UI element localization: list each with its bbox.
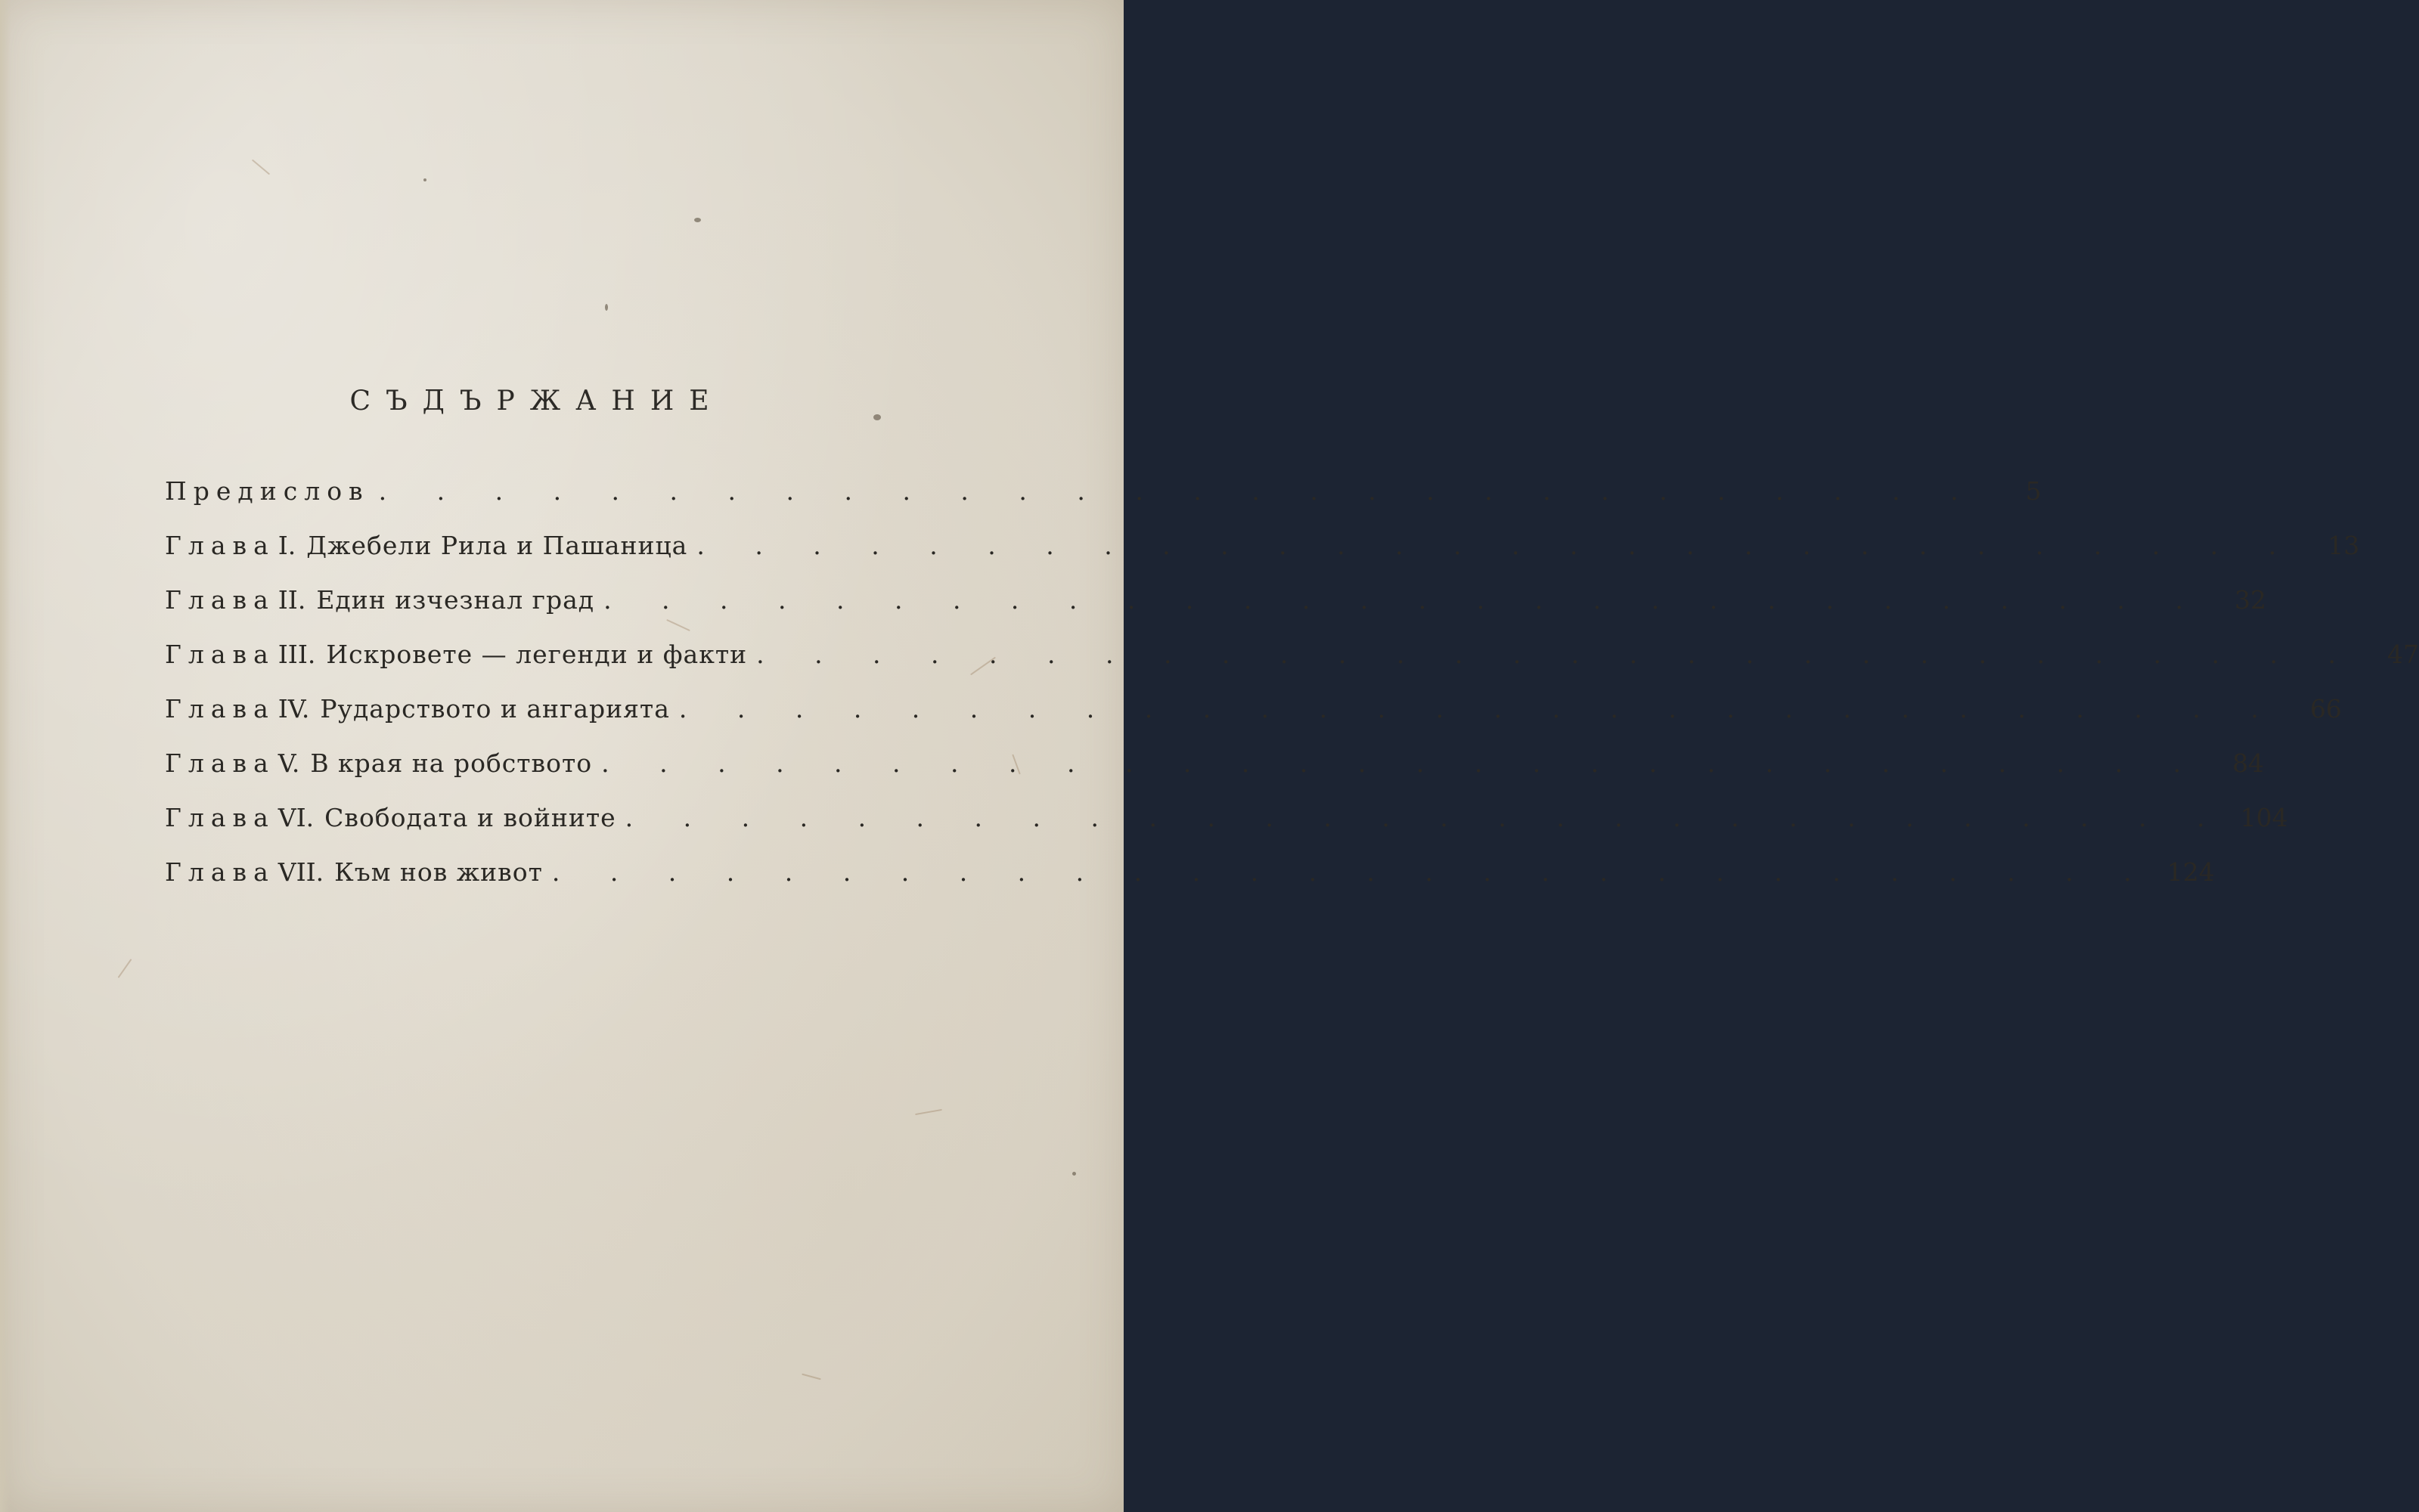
- chapter-title: Един изчезнал град: [316, 585, 595, 615]
- page-number: 124: [2166, 857, 2215, 887]
- entry-prefix: Глава: [165, 803, 275, 832]
- chapter-numeral: III.: [278, 640, 316, 669]
- chapter-title: Рударството и ангарията: [320, 694, 670, 723]
- page-number: 84: [2232, 748, 2265, 778]
- toc-entry-chapter-2: [165, 585, 2267, 640]
- paper-speck: [1072, 1172, 1076, 1176]
- paper-fiber: [118, 959, 132, 978]
- page-number: 5: [2025, 476, 2042, 506]
- entry-prefix: Глава: [165, 857, 275, 887]
- page-edge-shadow: [0, 0, 11, 1512]
- dot-leader: . . . . . . . . . . . . . . . . . . . . . . . . . . . .: [756, 640, 2358, 669]
- chapter-numeral: II.: [278, 585, 306, 615]
- entry-prefix: Глава: [165, 585, 275, 615]
- chapter-numeral: I.: [278, 531, 296, 560]
- page-number: 104: [2240, 803, 2288, 832]
- dot-leader: . . . . . . . . . . . . . . . . . . . . . . . . . . . .: [625, 803, 2226, 832]
- dot-leader: . . . . . . . . . . . . . . . . . . . . . . . . . . . .: [603, 585, 2205, 615]
- dot-leader: . . . . . . . . . . . . . . . . . . . . . . . . . . . .: [696, 531, 2298, 560]
- entry-prefix: Предислов: [165, 476, 370, 506]
- toc-entry-chapter-6: [165, 803, 2288, 857]
- page-number: 66: [2309, 694, 2342, 723]
- page-number: 47: [2387, 640, 2419, 669]
- chapter-title: Свободата и войните: [324, 803, 616, 832]
- dot-leader: . . . . . . . . . . . . . . . . . . . . . . . . . . . .: [551, 857, 2153, 887]
- chapter-title: В края на робството: [310, 748, 593, 778]
- chapter-numeral: V.: [278, 748, 300, 778]
- table-of-contents: [165, 476, 2419, 912]
- toc-entry-chapter-4: [165, 694, 2342, 748]
- contents-heading: СЪДЪРЖАНИЕ: [349, 386, 724, 417]
- toc-entry-chapter-1: [165, 531, 2360, 585]
- entry-prefix: Глава: [165, 694, 275, 723]
- dot-leader: . . . . . . . . . . . . . . . . . . . . . . . . . . . .: [601, 748, 2203, 778]
- paper-speck: [694, 218, 701, 222]
- entry-prefix: Глава: [165, 640, 275, 669]
- paper-fiber: [802, 1374, 821, 1380]
- chapter-title: Към нов живот: [334, 857, 543, 887]
- toc-entry-chapter-3: [165, 640, 2419, 694]
- chapter-numeral: VI.: [278, 803, 315, 832]
- entry-prefix: Глава: [165, 531, 275, 560]
- page-number: 13: [2328, 531, 2360, 560]
- paper-fiber: [915, 1109, 942, 1115]
- paper-speck: [423, 178, 426, 181]
- chapter-title: Искровете — легенди и факти: [326, 640, 748, 669]
- paper-fiber: [252, 160, 270, 175]
- entry-prefix: Глава: [165, 748, 275, 778]
- toc-entry-preface: [165, 476, 2042, 531]
- dot-leader: . . . . . . . . . . . . . . . . . . . . . . . . . . . .: [378, 476, 1980, 506]
- dot-leader: . . . . . . . . . . . . . . . . . . . . . . . . . . . .: [678, 694, 2280, 723]
- chapter-numeral: VII.: [278, 857, 324, 887]
- toc-entry-chapter-7: [165, 857, 2215, 912]
- chapter-title: Джебели Рила и Пашаница: [306, 531, 688, 560]
- paper-speck: [605, 304, 608, 311]
- toc-entry-chapter-5: [165, 748, 2265, 803]
- page-number: 32: [2234, 585, 2267, 615]
- chapter-numeral: IV.: [278, 694, 310, 723]
